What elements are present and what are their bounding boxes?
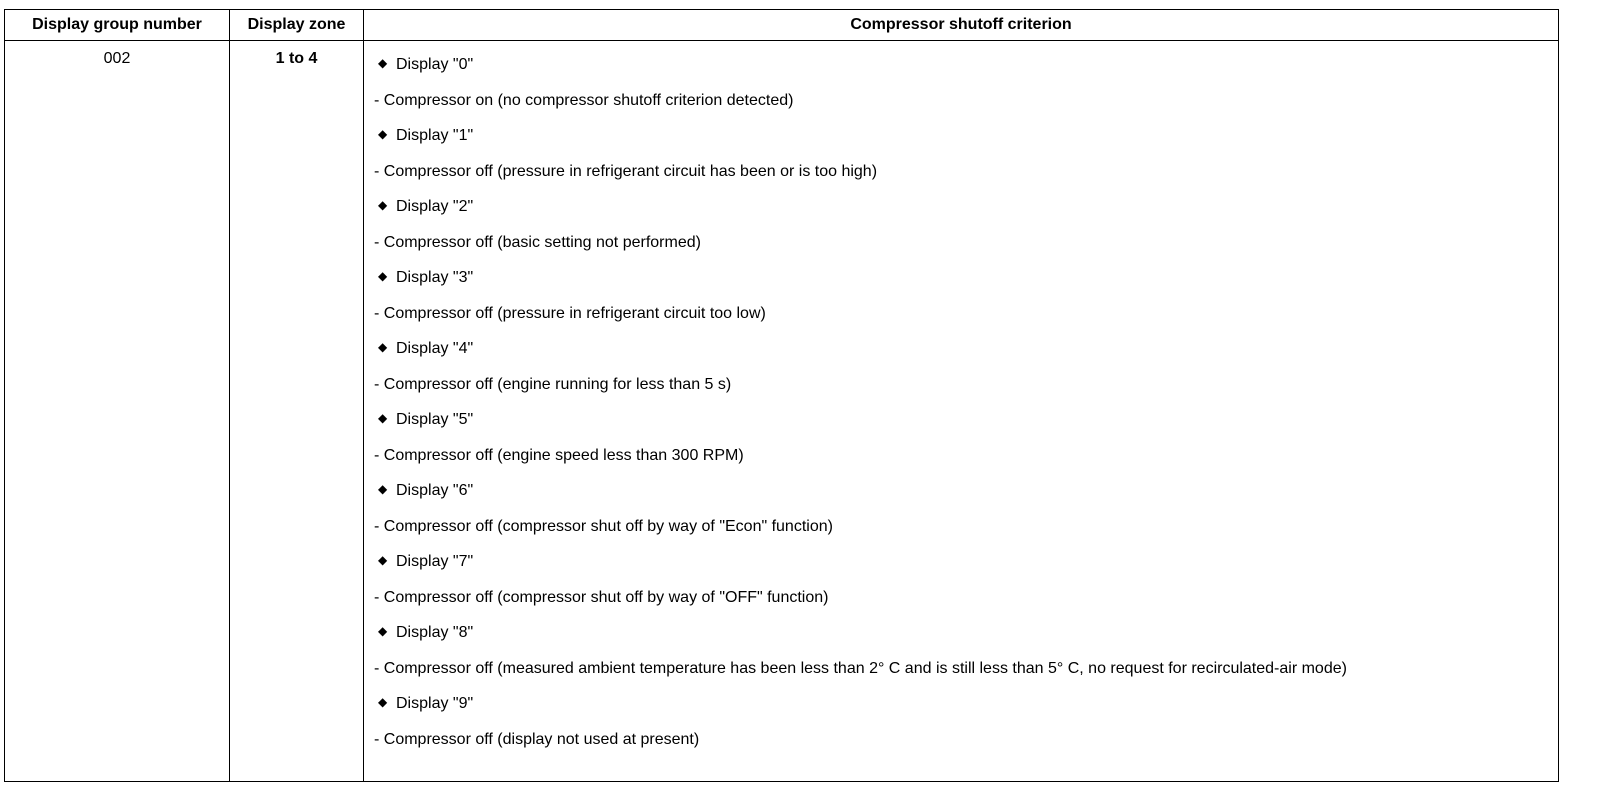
diamond-bullet-icon: ◆ <box>378 56 388 70</box>
diamond-bullet-icon: ◆ <box>378 482 388 496</box>
display-value-label: Display "4" <box>396 340 474 357</box>
display-group-number-cell: 002 <box>5 41 230 782</box>
criterion-display-line <box>374 189 1558 225</box>
criterion-display-line <box>374 331 1558 367</box>
criterion-display-line <box>374 402 1558 438</box>
display-value-label: Display "0" <box>396 56 474 73</box>
criterion-description: - Compressor off (compressor shut off by way of "Econ" function) <box>374 517 833 535</box>
criterion-display-line <box>374 47 1558 83</box>
criterion-display-line <box>374 544 1558 580</box>
display-value-label: Display "7" <box>396 553 474 570</box>
table-row <box>5 41 1559 782</box>
diamond-bullet-icon: ◆ <box>378 340 388 354</box>
diamond-bullet-icon: ◆ <box>378 269 388 283</box>
criterion-display-line <box>374 615 1558 651</box>
criterion-description: - Compressor off (measured ambient temperature has been less than 2° C and is still less than 5° C, no request for recirculated-air mode) <box>374 659 1347 677</box>
criterion-description: - Compressor off (engine speed less than 300 RPM) <box>374 446 744 464</box>
diamond-bullet-icon: ◆ <box>378 411 388 425</box>
criterion-description: - Compressor off (engine running for less than 5 s) <box>374 375 732 393</box>
display-zone-cell: 1 to 4 <box>230 41 364 782</box>
compressor-shutoff-table <box>4 9 1559 782</box>
criterion-description: - Compressor off (basic setting not performed) <box>374 233 701 251</box>
display-value-label: Display "2" <box>396 198 474 215</box>
diamond-bullet-icon: ◆ <box>378 695 388 709</box>
display-value-label: Display "1" <box>396 127 474 144</box>
table-header-row <box>5 10 1559 41</box>
criterion-description: - Compressor off (pressure in refrigerant circuit too low) <box>374 304 766 322</box>
criterion-description: - Compressor off (compressor shut off by way of "OFF" function) <box>374 588 829 606</box>
criterion-description: - Compressor on (no compressor shutoff criterion detected) <box>374 91 794 109</box>
header-compressor-shutoff-criterion: Compressor shutoff criterion <box>364 10 1559 41</box>
display-value-label: Display "5" <box>396 411 474 428</box>
criterion-display-line <box>374 118 1558 154</box>
criterion-display-line <box>374 686 1558 722</box>
criterion-description: - Compressor off (display not used at present) <box>374 730 700 748</box>
display-value-label: Display "9" <box>396 695 474 712</box>
display-value-label: Display "6" <box>396 482 474 499</box>
display-value-label: Display "8" <box>396 624 474 641</box>
diamond-bullet-icon: ◆ <box>378 127 388 141</box>
header-display-group-number: Display group number <box>5 10 230 41</box>
diamond-bullet-icon: ◆ <box>378 198 388 212</box>
diamond-bullet-icon: ◆ <box>378 624 388 638</box>
diamond-bullet-icon: ◆ <box>378 553 388 567</box>
criterion-display-line <box>374 260 1558 296</box>
criterion-description: - Compressor off (pressure in refrigerant circuit has been or is too high) <box>374 162 878 180</box>
header-display-zone: Display zone <box>230 10 364 41</box>
criterion-cell <box>364 41 1559 782</box>
display-value-label: Display "3" <box>396 269 474 286</box>
criterion-display-line <box>374 473 1558 509</box>
